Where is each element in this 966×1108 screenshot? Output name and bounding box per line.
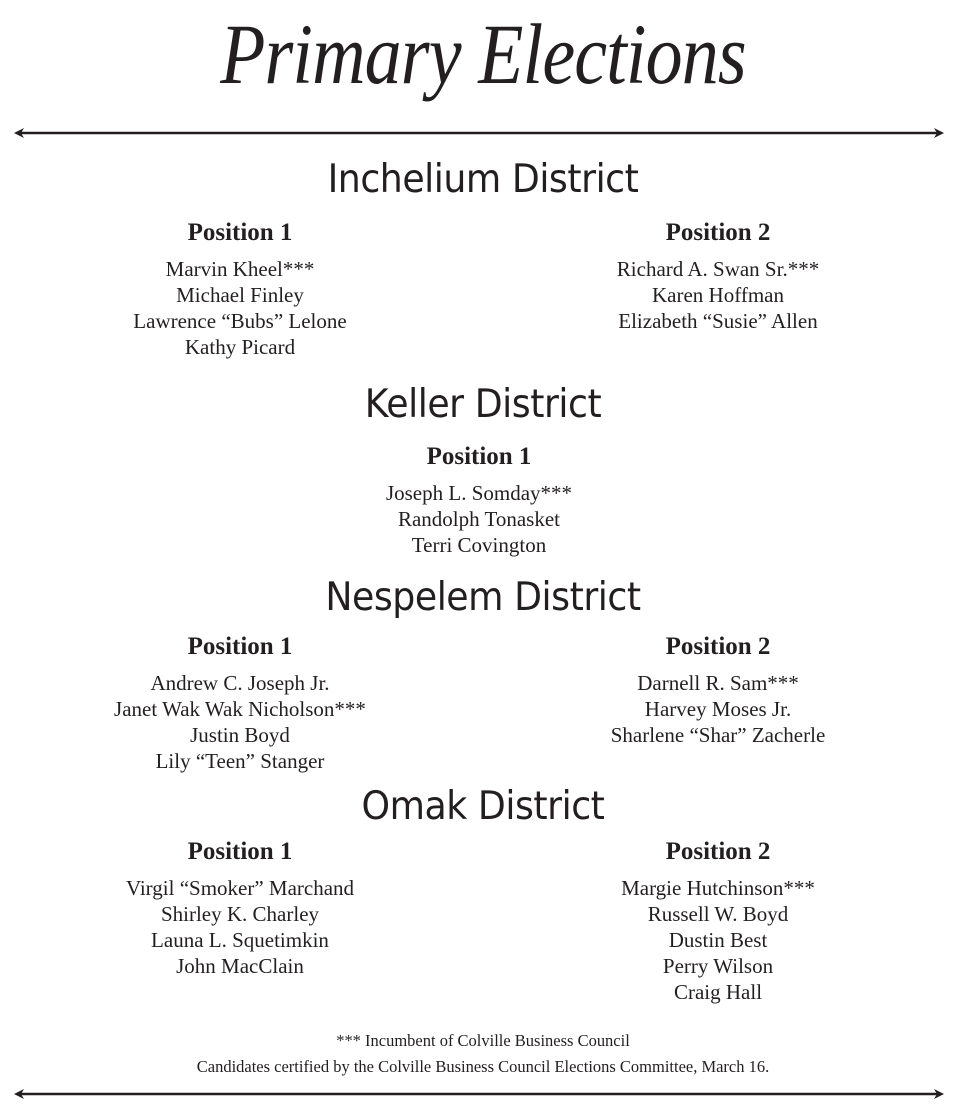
candidate-name: Randolph Tonasket: [397, 507, 561, 531]
nespelem-position-1: [40, 632, 440, 774]
position-label: Position 1: [187, 838, 293, 865]
candidate-name: Richard A. Swan Sr.***: [616, 257, 820, 281]
keller-position-1: [279, 442, 679, 558]
incumbent-footnote: *** Incumbent of Colville Business Council: [336, 1031, 630, 1050]
inchelium-position-1: [40, 218, 440, 360]
certification-footnote: Candidates certified by the Colville Business Council Elections Committee, March 16.: [196, 1057, 770, 1076]
double-arrow-divider-icon: [14, 1088, 944, 1100]
candidate-name: Launa L. Squetimkin: [151, 928, 329, 952]
candidate-name: Janet Wak Wak Nicholson***: [114, 697, 366, 721]
candidate-name: Marvin Kheel***: [165, 257, 315, 281]
position-label: Position 2: [665, 219, 771, 246]
candidate-name: Kathy Picard: [184, 335, 296, 359]
omak-position-1: [40, 837, 440, 979]
district-heading-nespelem: Nespelem District: [325, 575, 641, 620]
candidate-name: Margie Hutchinson***: [621, 876, 815, 900]
candidate-name: Lawrence “Bubs” Lelone: [133, 309, 347, 333]
candidate-name: Darnell R. Sam***: [637, 671, 799, 695]
candidate-name: Karen Hoffman: [652, 283, 784, 307]
position-label: Position 1: [187, 219, 293, 246]
district-heading-omak: Omak District: [361, 784, 605, 829]
candidate-name: Terri Covington: [411, 533, 547, 557]
candidate-name: Virgil “Smoker” Marchand: [125, 876, 355, 900]
position-label: Position 1: [426, 443, 532, 470]
district-heading-keller: Keller District: [364, 382, 602, 427]
candidate-name: Craig Hall: [673, 980, 763, 1004]
nespelem-position-2: [518, 632, 918, 748]
candidate-name: Elizabeth “Susie” Allen: [618, 309, 818, 333]
omak-position-2: [518, 837, 918, 1005]
candidate-name: Michael Finley: [176, 283, 304, 307]
candidate-name: Perry Wilson: [662, 954, 774, 978]
candidate-name: Joseph L. Somday***: [385, 481, 573, 505]
candidate-name: Shirley K. Charley: [160, 902, 320, 926]
double-arrow-divider-icon: [14, 127, 944, 139]
candidate-name: Sharlene “Shar” Zacherle: [610, 723, 826, 747]
position-label: Position 1: [187, 633, 293, 660]
candidate-name: Russell W. Boyd: [647, 902, 789, 926]
district-heading-inchelium: Inchelium District: [327, 157, 639, 202]
candidate-name: John MacClain: [176, 954, 304, 978]
candidate-name: Harvey Moses Jr.: [644, 697, 792, 721]
page-title: Primary Elections: [220, 6, 746, 102]
candidate-name: Dustin Best: [668, 928, 768, 952]
candidate-name: Justin Boyd: [190, 723, 290, 747]
candidate-name: Lily “Teen” Stanger: [155, 749, 325, 773]
candidate-name: Andrew C. Joseph Jr.: [150, 671, 330, 695]
position-label: Position 2: [665, 838, 771, 865]
inchelium-position-2: [518, 218, 918, 334]
position-label: Position 2: [665, 633, 771, 660]
